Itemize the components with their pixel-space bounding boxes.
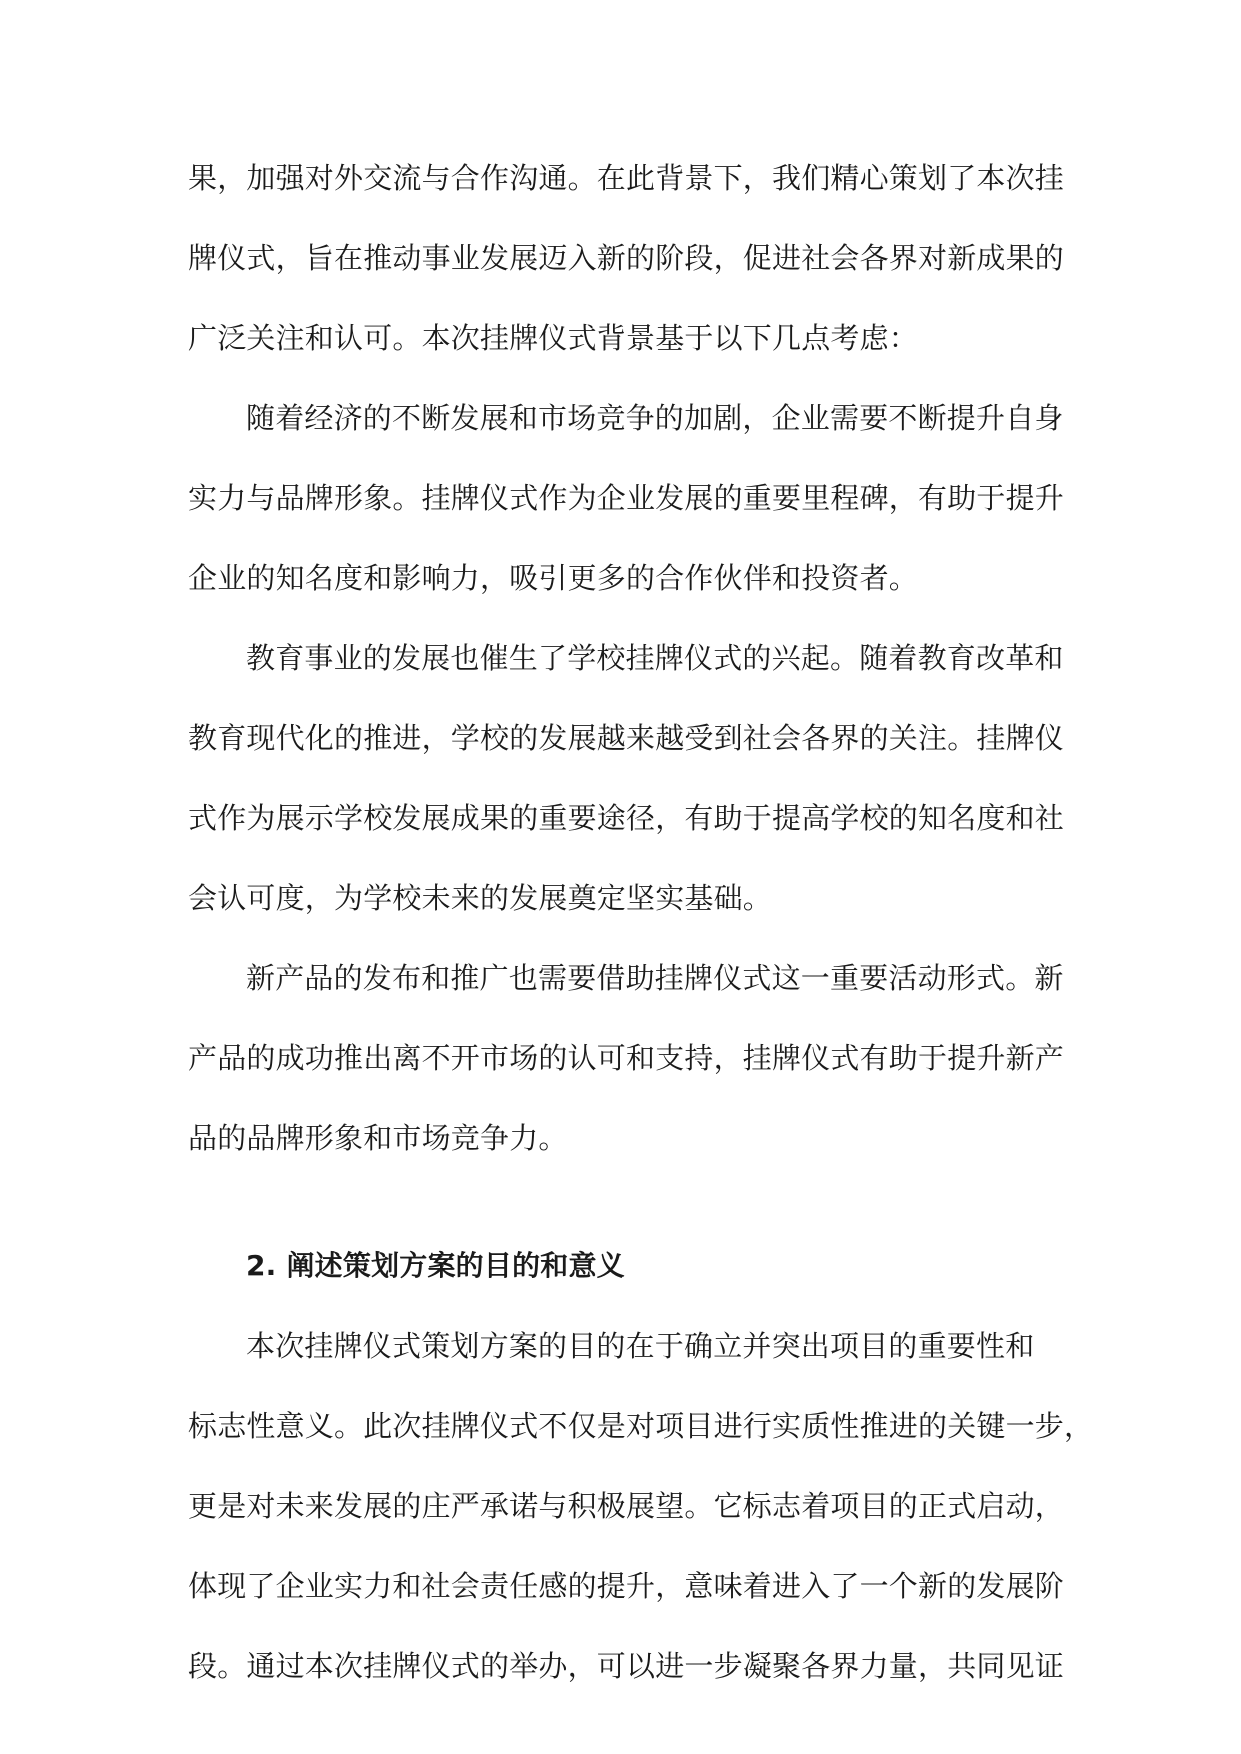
text-line: 标志性意义。此次挂牌仪式不仅是对项目进行实质性推进的关键一步， (188, 1409, 1094, 1443)
text-line: 企业的知名度和影响力，吸引更多的合作伙伴和投资者。 (188, 561, 919, 595)
text-line: 实力与品牌形象。挂牌仪式作为企业发展的重要里程碑，有助于提升 (188, 481, 1065, 515)
section-gap (188, 1178, 1068, 1226)
text-line: 牌仪式，旨在推动事业发展迈入新的阶段，促进社会各界对新成果的 (188, 241, 1065, 275)
text-line: 更是对未来发展的庄严承诺与积极展望。它标志着项目的正式启动， (188, 1489, 1065, 1523)
text-line: 随着经济的不断发展和市场竞争的加剧，企业需要不断提升自身 (246, 401, 1064, 435)
text-line: 会认可度，为学校未来的发展奠定坚实基础。 (188, 881, 773, 915)
text-line: 段。通过本次挂牌仪式的举办，可以进一步凝聚各界力量，共同见证 (188, 1649, 1065, 1683)
paragraph-economy (188, 378, 1068, 618)
text-line: 教育现代化的推进，学校的发展越来越受到社会各界的关注。挂牌仪 (188, 721, 1065, 755)
paragraph-background-intro (188, 138, 1068, 378)
paragraph-education (188, 618, 1068, 938)
text-line: 新产品的发布和推广也需要借助挂牌仪式这一重要活动形式。新 (246, 961, 1064, 995)
text-line: 体现了企业实力和社会责任感的提升，意味着进入了一个新的发展阶 (188, 1569, 1065, 1603)
text-line: 广泛关注和认可。本次挂牌仪式背景基于以下几点考虑： (188, 321, 919, 355)
document-page (188, 138, 1094, 1706)
text-line: 品的品牌形象和市场竞争力。 (188, 1121, 568, 1155)
section-heading: 2. 阐述策划方案的目的和意义 (246, 1249, 625, 1282)
text-line: 产品的成功推出离不开市场的认可和支持，挂牌仪式有助于提升新产 (188, 1041, 1065, 1075)
text-line: 果，加强对外交流与合作沟通。在此背景下，我们精心策划了本次挂 (188, 161, 1065, 195)
paragraph-new-product (188, 938, 1068, 1178)
text-line: 教育事业的发展也催生了学校挂牌仪式的兴起。随着教育改革和 (246, 641, 1064, 675)
text-line: 式作为展示学校发展成果的重要途径，有助于提高学校的知名度和社 (188, 801, 1065, 835)
text-line: 本次挂牌仪式策划方案的目的在于确立并突出项目的重要性和 (246, 1329, 1035, 1363)
paragraph-purpose (188, 1306, 1094, 1706)
